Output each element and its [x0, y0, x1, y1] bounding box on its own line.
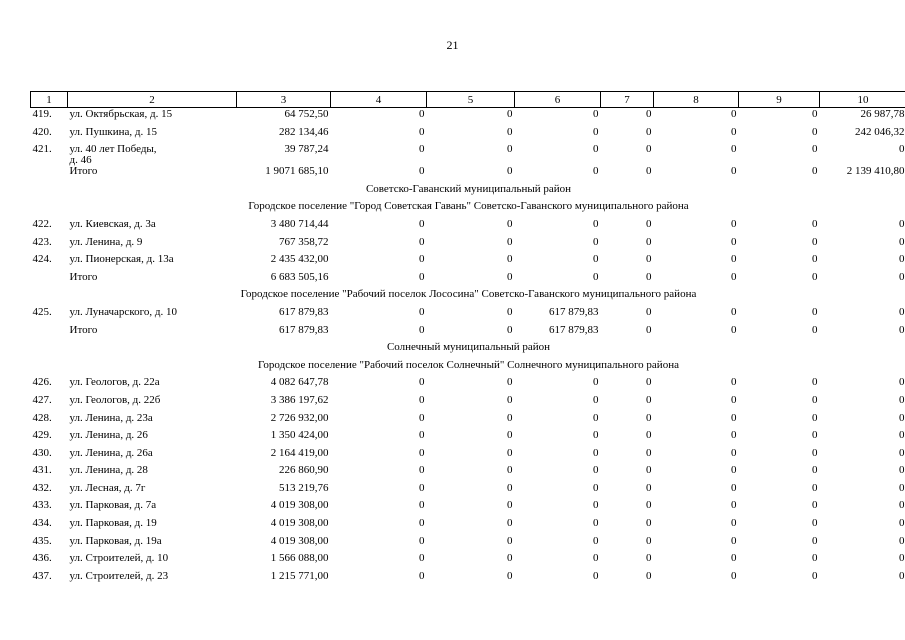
row-number: 431.: [32, 464, 52, 477]
value-col-9: 0: [812, 393, 818, 406]
column-header: 2: [68, 92, 237, 108]
table-row: [31, 376, 905, 394]
value-col-3: 3 386 197,62: [270, 393, 329, 406]
value-col-4: 0: [419, 270, 425, 283]
value-col-8: 0: [731, 429, 737, 442]
value-col-6: 0: [593, 499, 599, 512]
row-number: 436.: [32, 552, 52, 565]
value-col-9: 0: [812, 376, 818, 389]
address: ул. Пионерская, д. 13а: [69, 253, 174, 266]
address: Итого: [69, 270, 98, 283]
address-cell: [68, 412, 237, 430]
value-col-6: 0: [593, 253, 599, 266]
value-col-9: 0: [812, 270, 818, 283]
value-col-5: 0: [507, 125, 513, 138]
address-cell: [68, 535, 237, 553]
column-header: 5: [427, 92, 515, 108]
value-col-6: 0: [593, 217, 599, 230]
value-col-3: 64 752,50: [284, 108, 329, 120]
value-col-8: 0: [731, 305, 737, 318]
value-col-4: 0: [419, 376, 425, 389]
value-col-4: 0: [419, 393, 425, 406]
value-col-8: 0: [731, 143, 737, 156]
value-col-4: 0: [419, 411, 425, 424]
address-cell: [68, 108, 237, 126]
value-col-5: 0: [507, 323, 513, 336]
value-col-6: 0: [593, 108, 599, 120]
table-row: [31, 253, 905, 271]
value-col-7: 0: [646, 517, 652, 530]
address-cell: [68, 236, 237, 254]
value-col-9: 0: [812, 481, 818, 494]
value-col-10: 0: [899, 481, 905, 494]
value-col-4: 0: [419, 446, 425, 459]
value-col-9: 0: [812, 569, 818, 582]
row-number: 421.: [32, 143, 52, 156]
address: ул. Ленина, д. 28: [69, 464, 148, 477]
address-cell: [68, 324, 237, 342]
address: ул. Парковая, д. 19а: [69, 534, 162, 547]
value-col-10: 26 987,78: [860, 108, 905, 120]
value-col-3: 617 879,83: [279, 305, 329, 318]
column-header: 1: [31, 92, 68, 108]
table-row: [31, 412, 905, 430]
section-heading-row: [31, 288, 905, 306]
value-col-7: 0: [646, 552, 652, 565]
value-col-7: 0: [646, 235, 652, 248]
value-col-7: 0: [646, 376, 652, 389]
row-number: 428.: [32, 411, 52, 424]
value-col-4: 0: [419, 143, 425, 156]
value-col-4: 0: [419, 534, 425, 547]
value-col-10: 0: [899, 143, 905, 156]
value-col-9: 0: [812, 143, 818, 156]
address-cell: [68, 376, 237, 394]
row-number: 430.: [32, 446, 52, 459]
value-col-3: 6 683 505,16: [270, 270, 329, 283]
value-col-8: 0: [731, 552, 737, 565]
value-col-6: 0: [593, 429, 599, 442]
address: ул. Геологов, д. 22б: [69, 393, 161, 406]
row-number: 425.: [32, 305, 52, 318]
value-col-5: 0: [507, 534, 513, 547]
column-header: 6: [515, 92, 601, 108]
value-col-10: 0: [899, 534, 905, 547]
value-col-8: 0: [731, 393, 737, 406]
value-col-7: 0: [646, 446, 652, 459]
address: ул. Ленина, д. 26: [69, 429, 148, 442]
value-col-4: 0: [419, 253, 425, 266]
row-number: 419.: [32, 108, 52, 120]
value-col-5: 0: [507, 253, 513, 266]
value-col-10: 0: [899, 464, 905, 477]
address: ул. Луначарского, д. 10: [69, 305, 177, 318]
value-col-8: 0: [731, 323, 737, 336]
section-heading: Советско-Гаванский муниципальный район: [365, 182, 572, 195]
value-col-7: 0: [646, 165, 652, 178]
table-row: [31, 236, 905, 254]
address: ул. Строителей, д. 10: [69, 552, 169, 565]
value-col-5: 0: [507, 517, 513, 530]
section-heading: Городское поселение "Рабочий поселок Лососина" Советско-Гаванского муниципального района: [240, 288, 697, 301]
row-number: 434.: [32, 517, 52, 530]
value-col-10: 2 139 410,80: [846, 165, 905, 178]
value-col-3: 1 566 088,00: [270, 552, 329, 565]
value-col-4: 0: [419, 569, 425, 582]
value-col-5: 0: [507, 481, 513, 494]
address: ул. Строителей, д. 23: [69, 569, 169, 582]
value-col-10: 0: [899, 446, 905, 459]
value-col-6: 0: [593, 569, 599, 582]
address-cell: [68, 253, 237, 271]
value-col-7: 0: [646, 429, 652, 442]
address-cell: [68, 271, 237, 289]
address-continuation: д. 46: [69, 154, 92, 167]
value-col-7: 0: [646, 305, 652, 318]
value-col-3: 2 164 419,00: [270, 446, 329, 459]
value-col-9: 0: [812, 552, 818, 565]
value-col-4: 0: [419, 464, 425, 477]
value-col-10: 0: [899, 411, 905, 424]
value-col-6: 0: [593, 517, 599, 530]
row-number: 429.: [32, 429, 52, 442]
value-col-4: 0: [419, 481, 425, 494]
value-col-3: 2 726 932,00: [270, 411, 329, 424]
value-col-5: 0: [507, 217, 513, 230]
value-col-3: 3 480 714,44: [270, 217, 329, 230]
row-number: [31, 324, 68, 342]
value-col-4: 0: [419, 108, 425, 120]
value-col-7: 0: [646, 108, 652, 120]
value-col-5: 0: [507, 552, 513, 565]
value-col-3: 513 219,76: [279, 481, 329, 494]
row-number: 435.: [32, 534, 52, 547]
value-col-5: 0: [507, 143, 513, 156]
column-header: 10: [820, 92, 905, 108]
value-col-3: 282 134,46: [279, 125, 329, 138]
table-row: [31, 482, 905, 500]
value-col-7: 0: [646, 411, 652, 424]
section-heading-row: [31, 359, 905, 377]
value-col-6: 0: [593, 235, 599, 248]
total-row: [31, 165, 905, 183]
section-heading: Городское поселение "Рабочий поселок Солнечный" Солнечного муниципального района: [258, 358, 679, 371]
value-col-9: 0: [812, 464, 818, 477]
value-col-3: 767 358,72: [279, 235, 329, 248]
table-row: [31, 499, 905, 517]
value-col-3: 4 019 308,00: [270, 499, 329, 512]
value-col-5: 0: [507, 393, 513, 406]
value-col-3: 226 860,90: [279, 464, 329, 477]
value-col-5: 0: [507, 429, 513, 442]
table-row: [31, 570, 905, 588]
address: ул. Ленина, д. 9: [69, 235, 143, 248]
address: ул. 40 лет Победы,: [69, 143, 157, 156]
address: ул. Геологов, д. 22а: [69, 376, 160, 389]
address: ул. Ленина, д. 23а: [69, 411, 153, 424]
address: ул. Лесная, д. 7г: [69, 481, 146, 494]
value-col-5: 0: [507, 305, 513, 318]
value-col-4: 0: [419, 165, 425, 178]
address: Итого: [69, 165, 98, 178]
value-col-4: 0: [419, 429, 425, 442]
value-col-3: 1 350 424,00: [270, 429, 329, 442]
table-row: [31, 126, 905, 144]
value-col-7: 0: [646, 464, 652, 477]
value-col-10: 0: [899, 323, 905, 336]
table-row: [31, 394, 905, 412]
value-col-6: 0: [593, 481, 599, 494]
value-col-3: 617 879,83: [279, 323, 329, 336]
value-col-7: 0: [646, 217, 652, 230]
value-col-5: 0: [507, 446, 513, 459]
row-number: 427.: [32, 393, 52, 406]
value-col-9: 0: [812, 446, 818, 459]
address-cell: [68, 394, 237, 412]
table-row: [31, 535, 905, 553]
value-col-4: 0: [419, 499, 425, 512]
value-col-6: 0: [593, 534, 599, 547]
value-col-10: 0: [899, 569, 905, 582]
address-cell: [68, 482, 237, 500]
value-col-6: 0: [593, 376, 599, 389]
page-number: 21: [446, 38, 459, 52]
value-col-8: 0: [731, 481, 737, 494]
row-number: [31, 165, 68, 183]
value-col-6: 0: [593, 270, 599, 283]
row-number: 420.: [32, 125, 52, 138]
address: ул. Ленина, д. 26а: [69, 446, 153, 459]
value-col-4: 0: [419, 323, 425, 336]
row-number: 422.: [32, 217, 52, 230]
section-heading: Городское поселение "Город Советская Гавань" Советско-Гаванского муниципального района: [248, 200, 689, 213]
value-col-10: 0: [899, 253, 905, 266]
value-col-10: 0: [899, 305, 905, 318]
value-col-10: 0: [899, 552, 905, 565]
value-col-5: 0: [507, 108, 513, 120]
value-col-9: 0: [812, 323, 818, 336]
row-number: 423.: [32, 235, 52, 248]
value-col-6: 617 879,83: [549, 305, 599, 318]
value-col-6: 0: [593, 393, 599, 406]
value-col-7: 0: [646, 253, 652, 266]
address-cell: [68, 306, 237, 324]
value-col-7: 0: [646, 534, 652, 547]
value-col-7: 0: [646, 569, 652, 582]
value-col-9: 0: [812, 235, 818, 248]
table-row: [31, 447, 905, 465]
value-col-6: 0: [593, 143, 599, 156]
value-col-6: 0: [593, 125, 599, 138]
value-col-8: 0: [731, 517, 737, 530]
value-col-9: 0: [812, 499, 818, 512]
table-row: [31, 306, 905, 324]
column-header: 7: [601, 92, 654, 108]
value-col-9: 0: [812, 305, 818, 318]
value-col-5: 0: [507, 235, 513, 248]
value-col-10: 0: [899, 499, 905, 512]
address: ул. Октябрьская, д. 15: [69, 108, 173, 120]
value-col-9: 0: [812, 108, 818, 120]
value-col-9: 0: [812, 125, 818, 138]
value-col-10: 0: [899, 517, 905, 530]
table-row: [31, 517, 905, 535]
value-col-8: 0: [731, 411, 737, 424]
value-col-9: 0: [812, 165, 818, 178]
value-col-10: 0: [899, 270, 905, 283]
row-number: 424.: [32, 253, 52, 266]
value-col-8: 0: [731, 446, 737, 459]
value-col-10: 0: [899, 393, 905, 406]
value-col-4: 0: [419, 235, 425, 248]
value-col-3: 1 215 771,00: [270, 569, 329, 582]
value-col-9: 0: [812, 534, 818, 547]
value-col-5: 0: [507, 499, 513, 512]
value-col-8: 0: [731, 534, 737, 547]
address-cell: [68, 165, 237, 183]
value-col-8: 0: [731, 270, 737, 283]
column-header: 3: [237, 92, 331, 108]
value-col-8: 0: [731, 217, 737, 230]
table-row: [31, 143, 905, 165]
value-col-3: 39 787,24: [284, 143, 329, 156]
section-heading-row: [31, 341, 905, 359]
value-col-3: 1 9071 685,10: [265, 165, 329, 178]
value-col-10: 242 046,32: [855, 125, 905, 138]
value-col-4: 0: [419, 305, 425, 318]
row-number: [31, 271, 68, 289]
value-col-7: 0: [646, 143, 652, 156]
address-cell: [68, 218, 237, 236]
value-col-3: 4 019 308,00: [270, 517, 329, 530]
value-col-8: 0: [731, 464, 737, 477]
column-header: 9: [739, 92, 820, 108]
value-col-9: 0: [812, 253, 818, 266]
address-cell: [68, 517, 237, 535]
address-cell: [68, 447, 237, 465]
value-col-7: 0: [646, 323, 652, 336]
value-col-9: 0: [812, 517, 818, 530]
address-cell: [68, 570, 237, 588]
row-number: 437.: [32, 569, 52, 582]
row-number: 432.: [32, 481, 52, 494]
address: Итого: [69, 323, 98, 336]
value-col-6: 0: [593, 464, 599, 477]
table-row: [31, 218, 905, 236]
value-col-10: 0: [899, 217, 905, 230]
value-col-5: 0: [507, 376, 513, 389]
value-col-6: 617 879,83: [549, 323, 599, 336]
address: ул. Парковая, д. 19: [69, 517, 157, 530]
section-heading: Солнечный муниципальный район: [386, 341, 551, 354]
value-col-5: 0: [507, 464, 513, 477]
address: ул. Парковая, д. 7а: [69, 499, 157, 512]
value-col-9: 0: [812, 411, 818, 424]
value-col-7: 0: [646, 125, 652, 138]
value-col-6: 0: [593, 165, 599, 178]
value-col-8: 0: [731, 376, 737, 389]
value-col-7: 0: [646, 270, 652, 283]
value-col-8: 0: [731, 253, 737, 266]
value-col-6: 0: [593, 446, 599, 459]
value-col-6: 0: [593, 411, 599, 424]
value-col-5: 0: [507, 270, 513, 283]
value-col-10: 0: [899, 429, 905, 442]
address-cell: [68, 429, 237, 447]
address-cell: [68, 126, 237, 144]
address-cell: [68, 464, 237, 482]
table-row: [31, 552, 905, 570]
value-col-4: 0: [419, 125, 425, 138]
value-col-7: 0: [646, 481, 652, 494]
value-col-3: 4 082 647,78: [270, 376, 329, 389]
section-heading-row: [31, 183, 905, 201]
table-row: [31, 464, 905, 482]
column-header: 8: [654, 92, 739, 108]
address-cell: [68, 499, 237, 517]
address-cell: [68, 552, 237, 570]
address: ул. Пушкина, д. 15: [69, 125, 158, 138]
value-col-5: 0: [507, 411, 513, 424]
row-number: 433.: [32, 499, 52, 512]
value-col-7: 0: [646, 499, 652, 512]
row-number: 426.: [32, 376, 52, 389]
value-col-8: 0: [731, 108, 737, 120]
value-col-3: 4 019 308,00: [270, 534, 329, 547]
value-col-10: 0: [899, 376, 905, 389]
value-col-6: 0: [593, 552, 599, 565]
total-row: [31, 324, 905, 342]
section-heading-row: [31, 200, 905, 218]
table-row: [31, 108, 905, 126]
value-col-9: 0: [812, 217, 818, 230]
address-cell: [68, 143, 237, 165]
address: ул. Киевская, д. 3а: [69, 217, 156, 230]
table-row: [31, 429, 905, 447]
column-header: 4: [331, 92, 427, 108]
value-col-8: 0: [731, 235, 737, 248]
value-col-4: 0: [419, 517, 425, 530]
data-table: [30, 91, 905, 587]
total-row: [31, 271, 905, 289]
header-row: [31, 92, 905, 108]
value-col-9: 0: [812, 429, 818, 442]
value-col-8: 0: [731, 499, 737, 512]
value-col-10: 0: [899, 235, 905, 248]
value-col-5: 0: [507, 569, 513, 582]
value-col-5: 0: [507, 165, 513, 178]
value-col-3: 2 435 432,00: [270, 253, 329, 266]
value-col-8: 0: [731, 125, 737, 138]
value-col-4: 0: [419, 552, 425, 565]
value-col-4: 0: [419, 217, 425, 230]
value-col-8: 0: [731, 569, 737, 582]
value-col-7: 0: [646, 393, 652, 406]
value-col-8: 0: [731, 165, 737, 178]
